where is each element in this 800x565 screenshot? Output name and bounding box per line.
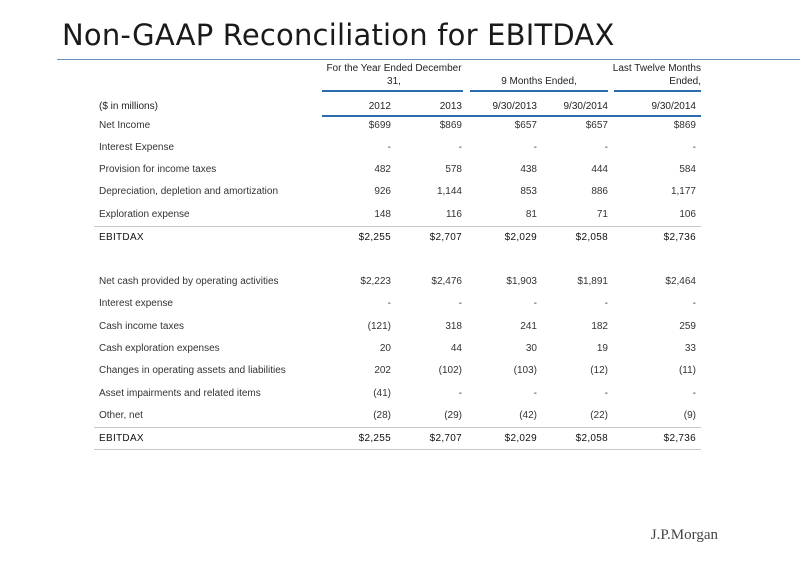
cell: 438 [520,164,537,175]
page-title: Non-GAAP Reconciliation for EBITDAX [62,18,615,52]
cell: 318 [445,321,462,332]
row-label: Provision for income taxes [99,164,217,175]
cell: - [387,142,391,153]
cell: - [458,298,462,309]
cell: $869 [673,120,696,131]
row-label: Net Income [99,120,151,131]
cell: 241 [520,321,537,332]
row-label: Interest expense [99,298,173,309]
cell: $1,891 [577,276,608,287]
cell: 44 [450,343,462,354]
column-header: 9/30/2014 [651,101,696,112]
total-label: EBITDAX [99,433,144,444]
cell: (121) [367,321,391,332]
cell: - [533,142,537,153]
cell: 106 [679,209,696,220]
cell: - [458,142,462,153]
total-cell: $2,707 [429,433,462,444]
cell: - [604,388,608,399]
row-label: Cash exploration expenses [99,343,220,354]
total-cell: $2,255 [358,232,391,243]
cell: $657 [514,120,537,131]
row-label: Cash income taxes [99,321,185,332]
cell: 148 [374,209,391,220]
row-label: Net cash provided by operating activities [99,276,279,287]
cell: 482 [374,164,391,175]
cell: 202 [374,365,391,376]
cell: $657 [585,120,608,131]
total-cell: $2,255 [358,433,391,444]
units-label: ($ in millions) [99,101,158,112]
cell: 926 [374,186,391,197]
jpmorgan-logo: J.P.Morgan [650,527,718,543]
header-year-ended-line1: For the Year Ended December [326,63,462,74]
cell: (9) [683,410,696,421]
cell: 116 [446,209,462,220]
cell: - [604,298,608,309]
cell: $699 [368,120,391,131]
total-divider [94,427,701,428]
cell: 1,177 [670,186,696,197]
total-label: EBITDAX [99,232,144,243]
cell: 81 [525,209,537,220]
total-cell: $2,736 [663,433,696,444]
cell: (102) [438,365,462,376]
total-cell: $2,058 [575,433,608,444]
cell: 853 [520,186,537,197]
cell: (11) [678,365,696,376]
header-ltm-line2: Ended, [669,76,701,87]
header-underline-year [322,90,463,92]
cell: (29) [444,410,462,421]
table-bottom-rule [94,449,701,450]
cell: (28) [373,410,391,421]
header-underline-ltm [614,90,701,92]
cell: 71 [596,209,608,220]
column-header: 2013 [439,101,462,112]
total-divider [94,226,701,227]
cell: (41) [373,388,391,399]
cell: - [387,298,391,309]
cell: 19 [596,343,608,354]
cell: (103) [513,365,537,376]
cell: $2,223 [360,276,391,287]
header-ltm-line1: Last Twelve Months [612,63,701,74]
cell: (42) [519,410,537,421]
total-cell: $2,058 [575,232,608,243]
cell: 578 [445,164,462,175]
cell: - [533,388,537,399]
cell: 1,144 [436,186,462,197]
cell: 30 [525,343,537,354]
header-bottom-rule [322,115,701,117]
cell: 886 [591,186,608,197]
cell: 33 [684,343,696,354]
cell: $2,464 [665,276,696,287]
cell: 444 [591,164,608,175]
total-cell: $2,736 [663,232,696,243]
cell: (12) [590,365,608,376]
cell: $2,476 [431,276,462,287]
row-label: Other, net [99,410,143,421]
cell: - [692,388,696,399]
cell: 584 [679,164,696,175]
cell: - [692,142,696,153]
row-label: Depreciation, depletion and amortization [99,186,278,197]
header-9-months: 9 Months Ended, [501,76,577,87]
column-header: 2012 [368,101,391,112]
cell: - [458,388,462,399]
cell: $1,903 [506,276,537,287]
cell: (22) [590,410,608,421]
row-label: Exploration expense [99,209,190,220]
cell: 259 [679,321,696,332]
total-cell: $2,029 [504,433,537,444]
cell: - [692,298,696,309]
header-year-ended-line2: 31, [387,76,401,87]
row-label: Asset impairments and related items [99,388,261,399]
cell: - [604,142,608,153]
column-header: 9/30/2013 [492,101,537,112]
cell: 20 [379,343,391,354]
row-label: Interest Expense [99,142,175,153]
header-underline-9m [470,90,608,92]
column-header: 9/30/2014 [563,101,608,112]
cell: - [533,298,537,309]
row-label: Changes in operating assets and liabilities [99,365,286,376]
total-cell: $2,707 [429,232,462,243]
cell: $869 [439,120,462,131]
total-cell: $2,029 [504,232,537,243]
cell: 182 [591,321,608,332]
